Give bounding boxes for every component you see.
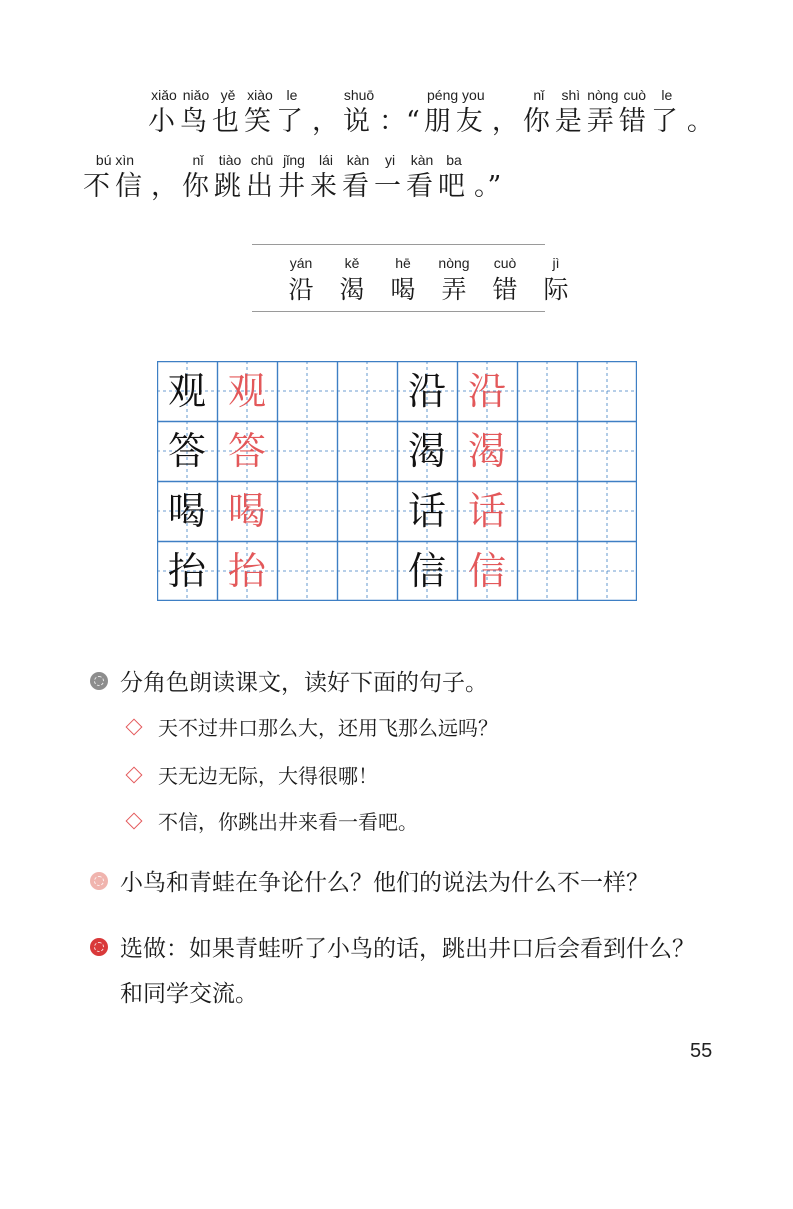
pinyin: lái — [318, 152, 333, 168]
passage-word — [147, 151, 182, 205]
hanzi: 来 — [310, 171, 342, 202]
model-character: 答 — [167, 429, 206, 473]
vocab-pinyin: cuò — [493, 255, 517, 271]
hanzi: 也 — [212, 106, 244, 137]
hanzi: 看 — [342, 171, 374, 202]
pinyin: xiào — [247, 87, 273, 103]
diamond-icon — [126, 812, 143, 829]
passage-word — [587, 86, 619, 140]
vocab-hanzi: 错 — [492, 275, 518, 304]
hanzi: 是 — [554, 106, 587, 137]
writing-grid — [157, 361, 637, 601]
passage-word — [148, 86, 180, 140]
passage-line-1 — [148, 86, 718, 140]
pinyin: le — [661, 87, 673, 103]
model-character: 抬 — [167, 549, 206, 593]
exercise-1-text: 分角色朗读课文，读好下面的句子。 — [120, 670, 488, 696]
vocab-pinyin: jì — [552, 255, 560, 271]
passage-word — [438, 151, 470, 205]
pinyin: jǐng — [283, 152, 305, 168]
hanzi: 吧 — [438, 171, 470, 202]
passage-word — [375, 86, 424, 140]
vocab-pinyin: yán — [289, 255, 313, 271]
diamond-icon — [126, 718, 143, 735]
passage-word — [470, 151, 505, 205]
pinyin: ba — [446, 152, 462, 168]
vocab-word — [382, 254, 424, 308]
vocab-pinyin: hē — [395, 255, 411, 271]
hanzi: 了 — [650, 106, 683, 137]
model-character: 话 — [407, 489, 446, 533]
punctuation: ， — [312, 106, 339, 137]
exercise-2 — [90, 864, 649, 897]
passage-word — [278, 151, 310, 205]
exercise-3-text: 选做：如果青蛙听了小鸟的话，跳出井口后会看到什么？ — [120, 936, 695, 962]
pinyin: shuō — [343, 87, 375, 103]
exercise-1-item-3 — [124, 806, 418, 835]
pinyin: péng you — [427, 87, 485, 103]
hanzi: 鸟 — [180, 106, 212, 137]
pinyin: xiǎo — [151, 87, 177, 103]
trace-character: 抬 — [227, 549, 266, 593]
vocab-pinyin: nòng — [438, 255, 470, 271]
pinyin: chū — [250, 152, 274, 168]
hanzi: 不信 — [83, 171, 147, 202]
hanzi: 小 — [148, 106, 180, 137]
passage-word — [276, 86, 308, 140]
passage-word — [651, 86, 683, 140]
pinyin: tiào — [218, 152, 242, 168]
hanzi: 错 — [618, 106, 651, 137]
model-character: 观 — [167, 369, 206, 413]
trace-character: 答 — [227, 429, 266, 473]
optional-icon — [90, 938, 108, 956]
model-character: 喝 — [167, 489, 206, 533]
passage-word — [343, 86, 375, 140]
punctuation: 。” — [474, 171, 502, 202]
pinyin: nòng — [587, 87, 619, 103]
pinyin: kàn — [346, 152, 370, 168]
punctuation: ：“ — [379, 106, 420, 137]
model-character: 渴 — [407, 429, 446, 473]
exercise-2-text: 小鸟和青蛙在争论什么？他们的说法为什么不一样？ — [120, 870, 649, 896]
vocab-pinyin: kě — [344, 255, 360, 271]
pinyin: bú xìn — [95, 152, 135, 168]
vocabulary-row — [280, 254, 577, 308]
punctuation: ， — [491, 106, 519, 137]
hanzi: 你 — [522, 106, 555, 137]
hanzi: 朋友 — [423, 106, 488, 137]
pinyin: shì — [561, 87, 581, 103]
passage-word — [214, 151, 246, 205]
hanzi: 出 — [246, 171, 278, 202]
pinyin: yi — [384, 152, 396, 168]
vocab-word — [433, 254, 475, 308]
vocab-hanzi: 沿 — [288, 275, 314, 304]
exercise-3 — [90, 930, 695, 963]
exercise-3-text-continued: 和同学交流。 — [120, 981, 258, 1007]
pinyin: nǐ — [533, 87, 545, 103]
trace-character: 喝 — [227, 489, 266, 533]
passage-word — [488, 86, 523, 140]
hanzi: 弄 — [586, 106, 619, 137]
trace-character: 沿 — [467, 369, 506, 413]
passage-word — [246, 151, 278, 205]
page-number: 55 — [690, 1040, 713, 1062]
passage-word — [342, 151, 374, 205]
pinyin: yě — [220, 87, 236, 103]
exercise-1 — [90, 664, 488, 697]
passage-line-2 — [83, 151, 505, 205]
hanzi: 跳 — [214, 171, 246, 202]
passage-word — [244, 86, 276, 140]
model-character: 沿 — [407, 369, 446, 413]
think-icon — [90, 872, 108, 890]
exercise-1-item-1-text: 天不过井口那么大，还用飞那么远吗？ — [158, 716, 498, 740]
vocabulary-box — [252, 244, 569, 312]
passage-word — [555, 86, 587, 140]
punctuation: ， — [151, 171, 178, 202]
exercise-1-item-1 — [124, 712, 498, 741]
passage-word — [83, 151, 147, 205]
pinyin: le — [286, 87, 298, 103]
vocab-word — [331, 254, 373, 308]
vocab-hanzi: 弄 — [441, 275, 467, 304]
trace-character: 观 — [227, 369, 266, 413]
hanzi: 说 — [343, 106, 375, 137]
vocab-hanzi: 际 — [543, 275, 569, 304]
passage-word — [308, 86, 343, 140]
vocab-hanzi: 喝 — [390, 275, 416, 304]
passage-word — [406, 151, 438, 205]
vocab-hanzi: 渴 — [339, 275, 365, 304]
hanzi: 看 — [406, 171, 438, 202]
exercise-1-item-3-text: 不信，你跳出井来看一看吧。 — [158, 810, 418, 834]
exercise-1-item-2 — [124, 760, 378, 789]
passage-word — [683, 86, 718, 140]
hanzi: 一 — [374, 171, 406, 202]
hanzi: 笑 — [244, 106, 276, 137]
passage-word — [180, 86, 212, 140]
passage-word — [619, 86, 651, 140]
pinyin: nǐ — [192, 152, 204, 168]
passage-word — [374, 151, 406, 205]
passage-word — [523, 86, 555, 140]
hanzi: 井 — [278, 171, 310, 202]
model-character: 信 — [407, 549, 446, 593]
passage-word — [212, 86, 244, 140]
trace-character: 信 — [467, 549, 506, 593]
trace-character: 话 — [467, 489, 506, 533]
pinyin: cuò — [623, 87, 647, 103]
passage-word — [424, 86, 488, 140]
exercise-1-item-2-text: 天无边无际，大得很哪！ — [158, 764, 378, 788]
recite-icon — [90, 672, 108, 690]
punctuation: 。 — [686, 106, 714, 137]
passage-word — [310, 151, 342, 205]
diamond-icon — [126, 766, 143, 783]
pinyin: niǎo — [182, 87, 210, 103]
hanzi: 了 — [276, 106, 308, 137]
vocab-word — [484, 254, 526, 308]
passage-word — [182, 151, 214, 205]
pinyin: kàn — [410, 152, 434, 168]
trace-character: 渴 — [467, 429, 506, 473]
vocab-word — [535, 254, 577, 308]
vocab-word — [280, 254, 322, 308]
hanzi: 你 — [182, 171, 214, 202]
